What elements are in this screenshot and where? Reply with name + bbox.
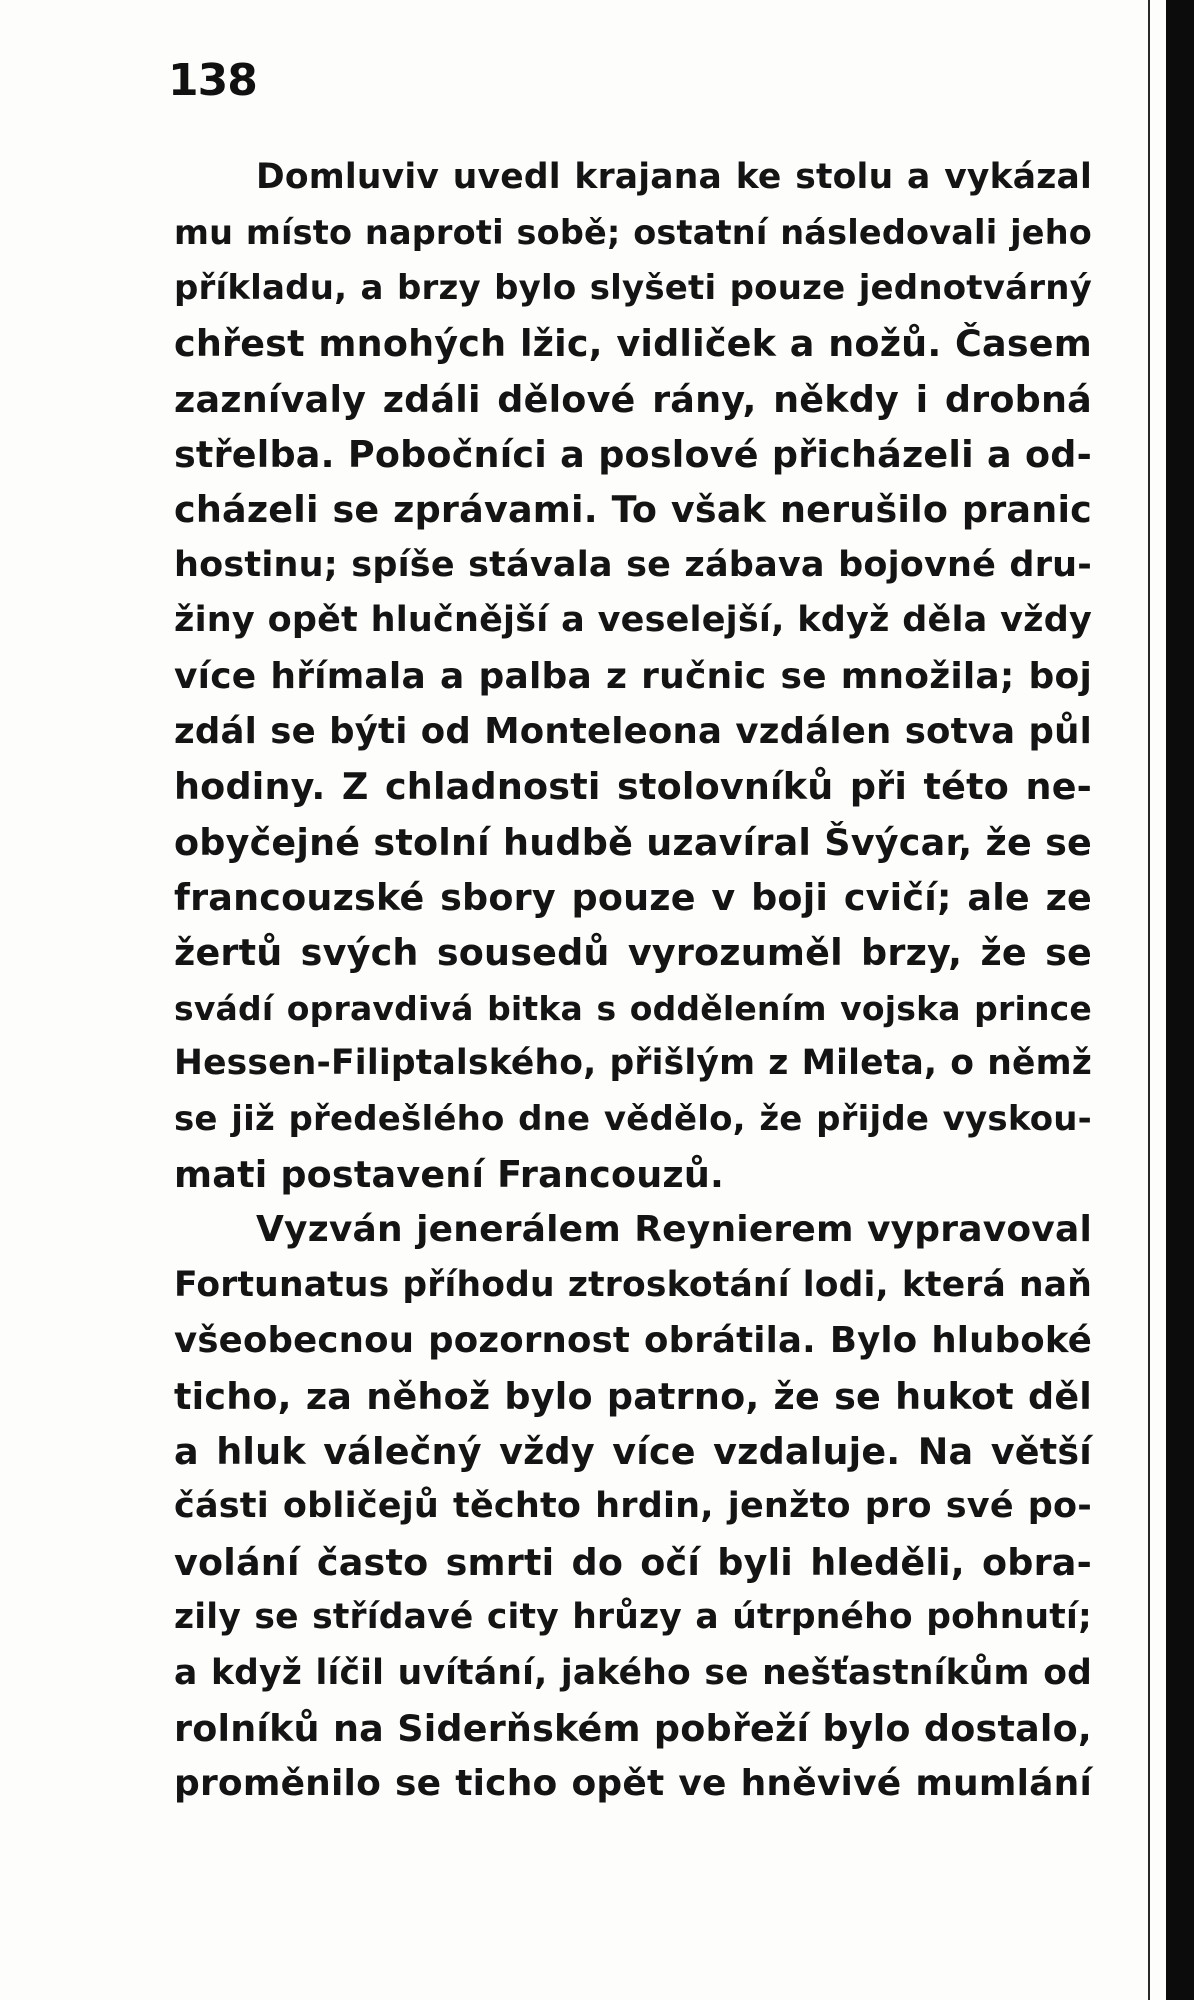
page-number: 138 <box>168 55 257 106</box>
text-line: mati postavení Francouzů. <box>174 1153 725 1197</box>
text-line: žiny opět hlučnější a veselejší, když děla vždy <box>174 600 1092 641</box>
text-line: části obličejů těchto hrdin, jenžto pro své po- <box>174 1486 1092 1527</box>
text-line: žertů svých sousedů vyrozuměl brzy, že se <box>174 931 1092 975</box>
text-line: ticho, za něhož bylo patrno, že se hukot děl <box>174 1374 1092 1418</box>
text-line: Hessen-Filiptalského, přišlým z Mileta, o němž <box>174 1043 1092 1084</box>
text-line: hodiny. Z chladnosti stolovníků při této ne- <box>174 765 1092 809</box>
text-line: příkladu, a brzy bylo slyšeti pouze jednotvárný <box>174 267 1092 308</box>
text-line: proměnilo se ticho opět ve hněvivé mumlání <box>174 1763 1092 1805</box>
text-line: Fortunatus příhodu ztroskotání lodi, která naň <box>174 1264 1092 1305</box>
text-line: chřest mnohých lžic, vidliček a nožů. Časem <box>174 322 1092 366</box>
body-text <box>174 150 1092 1812</box>
text-line: cházeli se zprávami. To však nerušilo pranic <box>174 488 1092 532</box>
text-line: zdál se býti od Monteleona vzdálen sotva půl <box>174 710 1092 752</box>
text-line: obyčejné stolní hudbě uzavíral Švýcar, že se <box>174 820 1092 864</box>
scan-border <box>1166 0 1194 2000</box>
text-line: více hřímala a palba z ručnic se množila; boj <box>174 655 1092 697</box>
text-line: všeobecnou pozornost obrátila. Bylo hluboké <box>174 1320 1092 1362</box>
text-line: svádí opravdivá bitka s oddělením vojska prince <box>174 988 1092 1028</box>
text-line: rolníků na Siderňském pobřeží bylo dostalo, <box>174 1706 1092 1750</box>
text-line: střelba. Pobočníci a poslové přicházeli a od- <box>174 432 1092 476</box>
text-line: a když líčil uvítání, jakého se nešťastníkům od <box>174 1652 1092 1693</box>
text-line: zily se střídavé city hrůzy a útrpného pohnutí; <box>174 1597 1092 1638</box>
text-line: a hluk válečný vždy více vzdaluje. Na větší <box>174 1429 1092 1473</box>
page-edge-line <box>1148 0 1150 2000</box>
text-line: Domluviv uvedl krajana ke stolu a vykázal <box>256 157 1092 197</box>
text-line: hostinu; spíše stávala se zábava bojovné dru- <box>174 544 1092 585</box>
text-line: Vyzván jenerálem Reynierem vypravoval <box>256 1209 1092 1251</box>
text-line: mu místo naproti sobě; ostatní následovali jeho <box>174 213 1092 253</box>
text-line: se již předešlého dne vědělo, že přijde vyskou- <box>174 1098 1092 1139</box>
text-line: francouzské sbory pouze v boji cvičí; ale ze <box>174 876 1092 920</box>
text-line: zaznívaly zdáli dělové rány, někdy i drobná <box>174 377 1092 421</box>
text-line: volání často smrti do očí byli hleděli, obra- <box>174 1540 1092 1584</box>
